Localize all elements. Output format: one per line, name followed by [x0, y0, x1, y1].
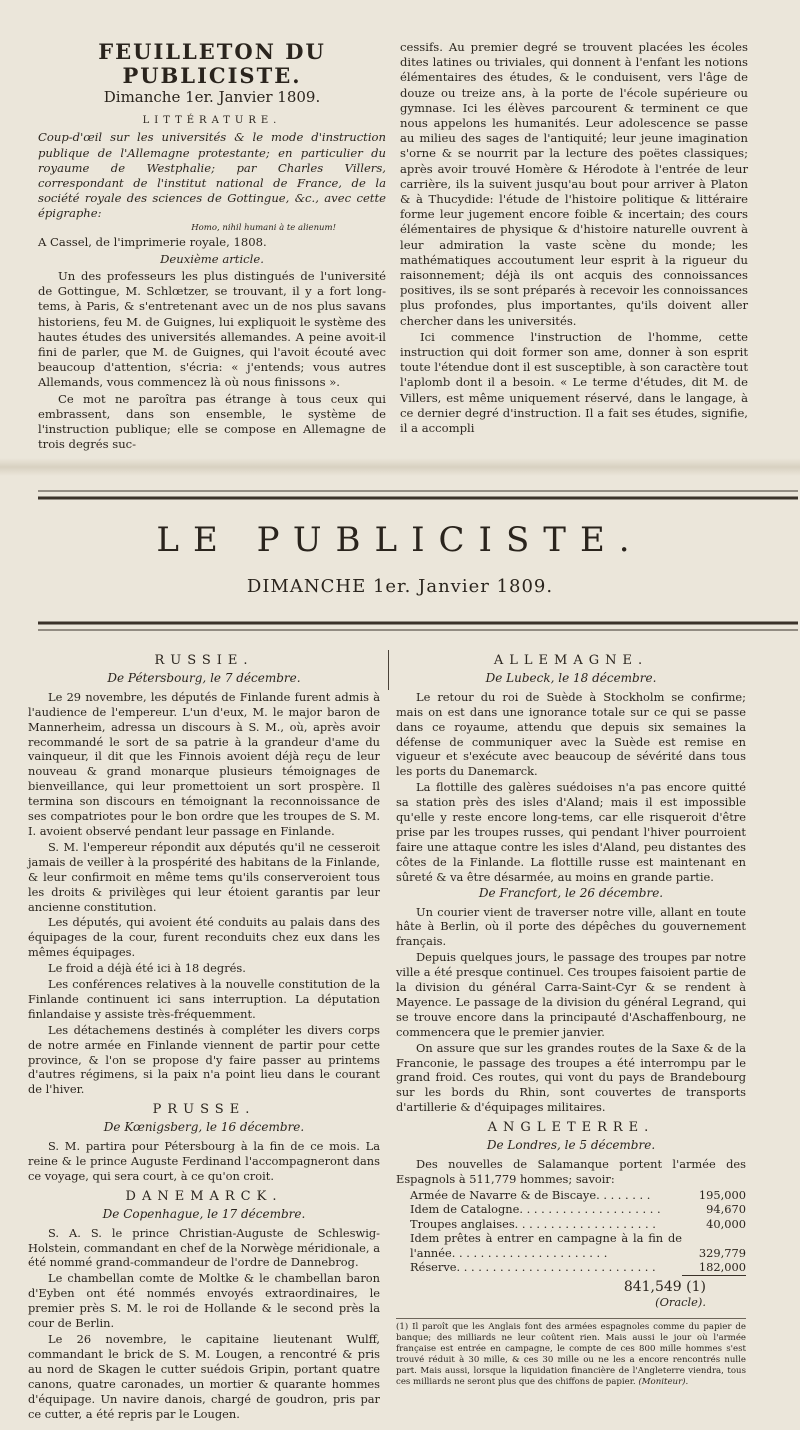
section-heading: LITTÉRATURE.	[142, 115, 282, 127]
feuilleton-title: FEUILLETON DU PUBLICISTE.	[98, 39, 326, 88]
feuilleton-paragraph: Ici commence l'instruction de l'homme, cette instruction qui doit former son ame, donner à son esprit toute l'étendue dont il est susceptible, à son caractère tout l'aplomb dont il a besoin. « Le terme d'études, dit M. de Villers, est même uniquement réservé, dans le langage, à ce dernier degré d'instruction. Il a fait ses études, signifie, il a accompli	[400, 329, 748, 436]
army-total: 841,549 (1)	[623, 1278, 706, 1295]
row-value: 40,000	[706, 1216, 746, 1231]
feuilleton-left-column	[38, 40, 386, 453]
feuilleton-right-column	[400, 40, 748, 437]
motto: Homo, nihil humani à te alienum!	[191, 222, 336, 233]
paper-fold	[0, 458, 800, 476]
feuilleton-paragraph: Un des professeurs les plus distingués de l'université de Gottingue, M. Schlœtzer, se trouvant, il y a fort long-tems, à Paris, & s'entretenant avec un de nos plus savans historiens, feu M. de Guignes, lui expliquoit le système des hautes études des universités allemandes. A peine avoit-il fini de parler, que M. de Guignes, qui l'avoit écouté avec beaucoup d'attention, s'écria: « j'entends; vous autres Allemands, vous commencez là où nous finissons ».	[38, 269, 386, 390]
danemarck-dateline: De Copenhague, le 17 décembre.	[102, 1206, 306, 1221]
russie-heading: RUSSIE.	[154, 653, 254, 668]
book-intro: Coup-d'œil sur les universités & le mode d'instruction publique de l'Allemagne protestante; en particulier du royaume de Westphalie; par Charles Villers, correspondant de l'institut national de France, de la société royale des sciences de Gottingue, &c., avec cette épigraphe:	[38, 130, 386, 221]
source-attribution: (Oracle).	[655, 1294, 706, 1309]
news-paragraph: Les conférences relatives à la nouvelle constitution de la Finlande continuent ici sans interruption. La députation finlandaise y assiste très-fréquemment.	[28, 977, 380, 1021]
row-value: 329,779	[698, 1245, 746, 1260]
angleterre-dateline: De Londres, le 5 décembre.	[486, 1138, 656, 1153]
article-label: Deuxième article.	[160, 251, 264, 266]
footnote-source: (Moniteur).	[638, 1376, 689, 1387]
feuilleton-rule	[38, 488, 798, 502]
footnote	[396, 1318, 746, 1388]
news-paragraph: Les détachemens destinés à compléter les divers corps de notre armée en Finlande viennent de partir pour cette province, & l'on se propose d'y faire passer au printems d'autres régimens, si la paix n'a point lieu dans le courant de l'hiver.	[28, 1022, 380, 1097]
news-paragraph: Des nouvelles de Salamanque portent l'armée des Espagnols à 511,779 hommes; savoir:	[396, 1157, 746, 1186]
row-value: 94,670	[706, 1202, 746, 1217]
prusse-dateline: De Kœnigsberg, le 16 décembre.	[103, 1120, 305, 1135]
feuilleton-paragraph: cessifs. Au premier degré se trouvent placées les écoles dites latines ou triviales, qui donnent à l'enfant les notions élémentaires des études, & le conduisent, vers l'âge de douze ou treize ans, à la porte de l'école supérieure ou gymnase. Ici les élèves parcourent & terminent ce que nous appelons les humanités. Leur adolescence se passe au milieu des sages de l'antiquité; leur jeune imagination s'orne & se nourrit par la lecture des poëtes classiques; après avoir trouvé Homère & Hérodote à l'entrée de leur carrière, ils la suivent jusqu'au bout pour arriver à Platon & à Thucydide: l'étude de l'histoire politique & littéraire forme leur jugement encore foible & incertain; des cours élémentaires de physique & d'histoire naturelle ouvrent à leur admiration la vaste scène du monde; les mathématiques accoutument leur esprit à la rigueur du raisonnement; déjà ils ont acquis des connoissances positives, ils se sont préparés à recevoir les connoissances plus profondes, plus importantes, qu'ils doivent aller chercher dans les universités.	[400, 40, 748, 328]
feuilleton-paragraph: Ce mot ne paroîtra pas étrange à tous ceux qui embrassent, dans son ensemble, le système de l'instruction publique; elle se compose en Allemagne de trois degrés suc-	[38, 391, 386, 452]
news-paragraph: Le chambellan comte de Moltke & le chambellan baron d'Eyben ont été nommés envoyés extraordinaires, le premier près S. M. le roi de Hollande & le second près la cour de Berlin.	[28, 1271, 380, 1331]
news-paragraph: On assure que sur les grandes routes de la Saxe & de la Franconie, le passage des troupes a été interrompu par le grand froid. Ces routes, qui vont du pays de Brandebourg sur les bords du Rhin, sont couvertes de transports d'artillerie & d'équipages militaires.	[396, 1040, 746, 1115]
row-value: 182,000	[682, 1260, 746, 1275]
angleterre-heading: ANGLETERRE.	[487, 1120, 655, 1136]
table-row	[396, 1202, 746, 1217]
table-row	[396, 1217, 746, 1232]
masthead	[0, 520, 800, 597]
prusse-heading: PRUSSE.	[152, 1102, 256, 1118]
news-paragraph: S. A. S. le prince Christian-Auguste de Schleswig-Holstein, commandant en chef de la Norwège méridionale, a été nommé grand-commandeur de l'ordre de Dannebrog.	[28, 1225, 380, 1270]
row-label: Troupes anglaises. . . . . . . . . . . . . . . . . . . .	[410, 1216, 656, 1231]
news-paragraph: Le 26 novembre, le capitaine lieutenant Wulff, commandant le brick de S. M. Lougen, a rencontré & pris au nord de Skagen le cutter suédois Gripin, portant quatre canons, quatre caronades, un mortier & quarante hommes d'équipage. Un navire danois, chargé de goudron, pris par ce cutter, a été repris par le Lougen.	[28, 1331, 380, 1421]
news-paragraph: S. M. partira pour Pétersbourg à la fin de ce mois. La reine & le prince Auguste Ferdinand l'accompagneront dans ce voyage, qui sera court, à ce qu'on croit.	[28, 1139, 380, 1183]
table-row	[396, 1260, 746, 1275]
danemarck-heading: DANEMARCK.	[125, 1188, 283, 1204]
row-label: Armée de Navarre & de Biscaye. . . . . . . .	[410, 1187, 651, 1202]
masthead-rule	[38, 620, 798, 634]
army-table	[396, 1188, 746, 1276]
news-left-column	[28, 648, 380, 1422]
allemagne-dateline: De Lubeck, le 18 décembre.	[485, 670, 657, 685]
news-paragraph: Depuis quelques jours, le passage des troupes par notre ville a été presque continuel. Ces troupes faisoient partie de la division du général Carra-Saint-Cyr & se rendent à Mayence. Le passage de la division du général Legrand, qui se trouve encore dans la principauté d'Aschaffenbourg, ne commencera que le premier janvier.	[396, 950, 746, 1039]
allemagne-dateline: De Francfort, le 26 décembre.	[478, 885, 664, 900]
feuilleton-date: Dimanche 1er. Janvier 1809.	[103, 88, 321, 106]
news-paragraph: S. M. l'empereur répondit aux députés qu'il ne cesseroit jamais de veiller à la prospérité des habitans de la Finlande, & leur confirmoit en même tems qu'ils conserveroient tous les droits & privilèges qui leur étoient garantis par leur ancienne constitution.	[28, 839, 380, 914]
row-label: Idem de Catalogne. . . . . . . . . . . . . . . . . . . .	[410, 1202, 661, 1217]
column-divider	[395, 50, 396, 390]
masthead-date: DIMANCHE 1er. Janvier 1809.	[246, 576, 554, 597]
news-paragraph: Les députés, qui avoient été conduits au palais dans des équipages de la cour, furent reconduits chez eux dans les mêmes équipages.	[28, 915, 380, 960]
column-divider	[388, 650, 389, 690]
table-row	[396, 1231, 746, 1260]
news-paragraph: Le 29 novembre, les députés de Finlande furent admis à l'audience de l'empereur. L'un d'eux, M. le major baron de Mannerheim, adressa un discours à S. M., où, après avoir recommandé le sort de sa patrie à la grandeur d'ame du vainqueur, il dit que les Finnois avoient déjà reçu de leur nouveau & grand monarque plusieurs témoignages de bienveillance, qui leur promettoient un sort prospère. Il termina son discours en témoignant la reconnoissance de ses compatriotes pour le bon ordre que les troupes de S. M. I. avoient observé pendant leur passage en Finlande.	[28, 689, 380, 838]
table-row	[396, 1188, 746, 1203]
news-paragraph: Le retour du roi de Suède à Stockholm se confirme; mais on est dans une ignorance totale sur ce qui se passe dans ce royaume, attendu que depuis six semaines la défense de communiquer avec la Suède est remise en vigueur et s'exécute avec beaucoup de sévérité dans tous les ports du Danemarck.	[396, 689, 746, 779]
allemagne-heading: ALLEMAGNE.	[493, 653, 649, 668]
newspaper-name: LE PUBLICISTE.	[156, 520, 644, 560]
row-label: Idem prêtes à entrer en campagne à la fin de l'année. . . . . . . . . . . . . . . . . . . . . .	[410, 1231, 682, 1260]
russie-dateline: De Pétersbourg, le 7 décembre.	[107, 670, 301, 685]
news-paragraph: Un courier vient de traverser notre ville, allant en toute hâte à Berlin, où il porte des dépêches du gouvernement français.	[396, 904, 746, 949]
news-paragraph: La flottille des galères suédoises n'a pas encore quitté sa station près des isles d'Aland; mais il est impossible qu'elle y reste encore long-tems, car elle risqueroit d'être prise par les troupes russes, qui pendant l'hiver pourroient faire une attaque contre les isles d'Aland, peu distantes des côtes de la Finlande. La flottille russe est maintenant en sûreté & va être désarmée, au moins en grande partie.	[396, 780, 746, 884]
imprint: A Cassel, de l'imprimerie royale, 1808.	[38, 234, 267, 249]
news-right-column	[396, 648, 746, 1388]
news-paragraph: Le froid a déjà été ici à 18 degrés.	[48, 961, 246, 976]
footnote-text: (1) Il paroît que les Anglais font des armées espagnoles comme du papier de banque; des milliards ne leur coûtent rien. Mais aussi le jour où l'armée française est entrée en campagne, le compte de ces 800 mille hommes s'est trouvé réduit à 30 mille, & ces 30 mille ou ne les a encore rencontrés nulle part. Mais aussi, lorsque la liquidation financière de l'Angleterre viendra, tous ces milliards ne seront plus que des chiffons de papier.	[396, 1321, 746, 1387]
row-value: 195,000	[698, 1187, 746, 1202]
row-label: Réserve. . . . . . . . . . . . . . . . . . . . . . . . . . . .	[410, 1260, 656, 1275]
